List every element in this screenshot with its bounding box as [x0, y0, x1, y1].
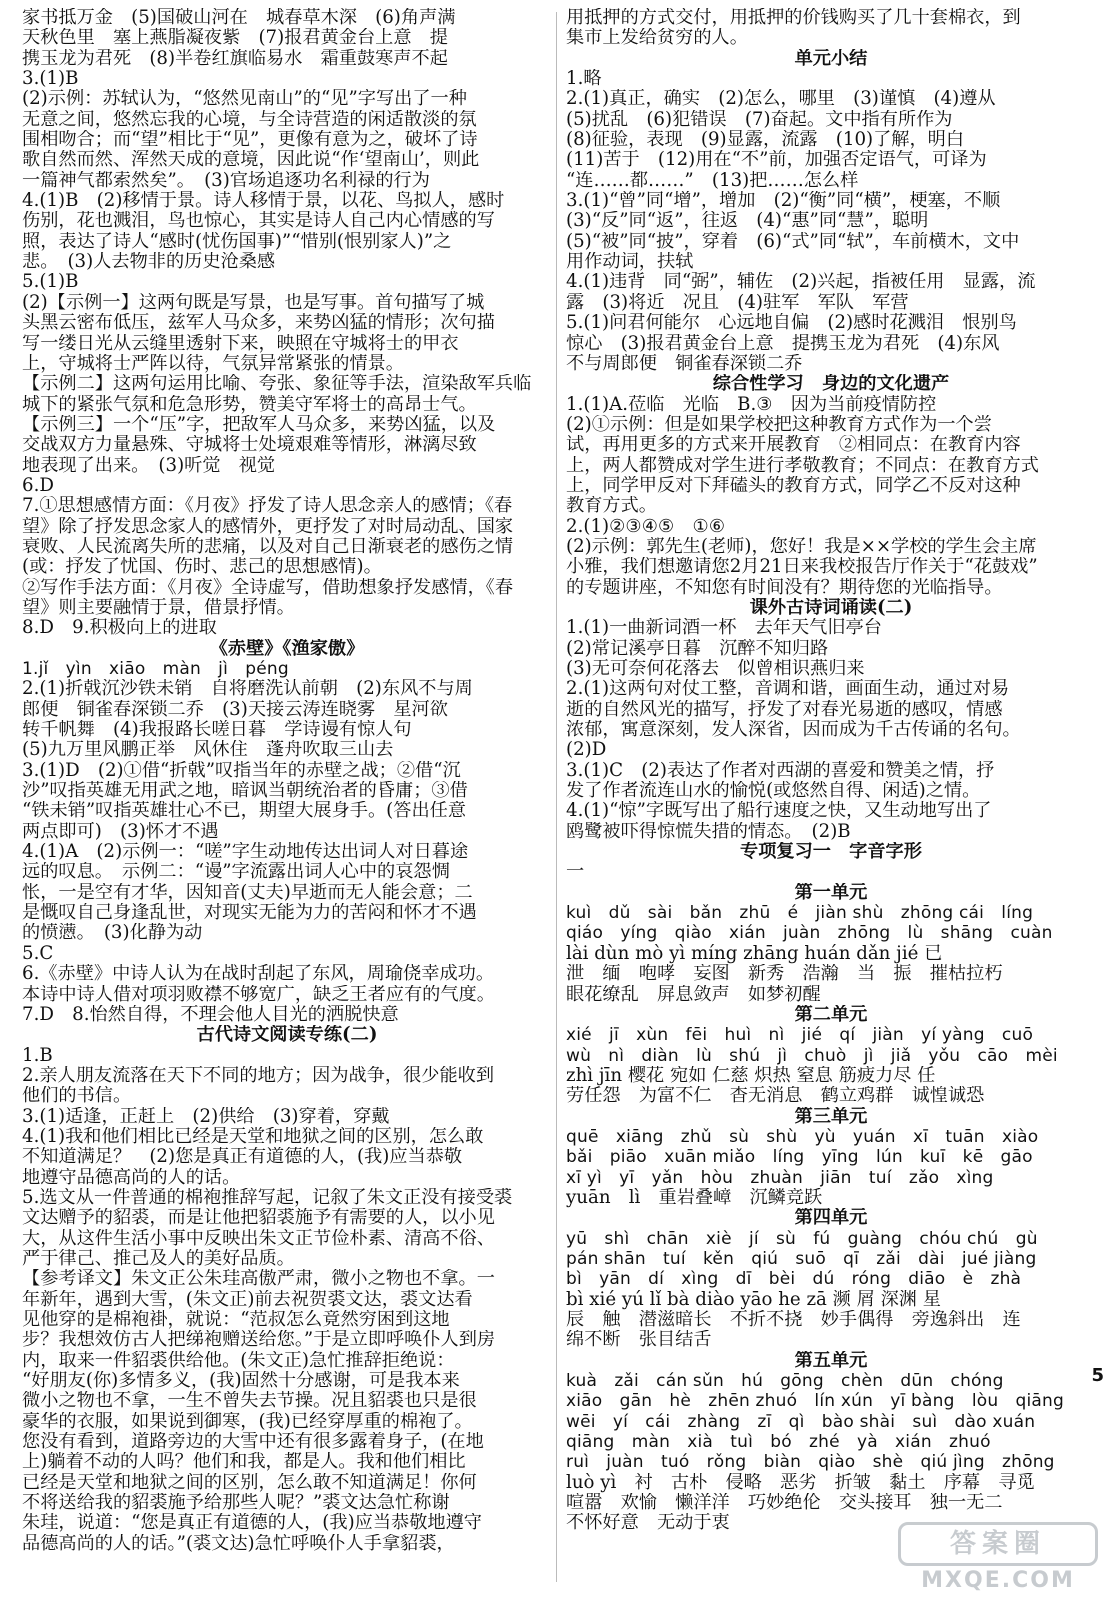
right-pinyin-line: bì yān dí xìng dī bèi dú róng diāo è zhà: [566, 1269, 1022, 1290]
right-text-line: 1.略: [566, 69, 602, 90]
right-text-line: 1.(1)A.莅临 光临 B.③ 因为当前疫情防控: [566, 394, 937, 415]
right-text-line: luò yì 衬 古朴 侵略 恶劣 折皱 黏土 序幕 寻觅: [566, 1472, 1035, 1493]
right-text-line: zhì jīn 樱花 宛如 仁慈 炽热 窒息 筋疲力尽 任: [566, 1065, 936, 1086]
right-text-line: (2)D: [566, 740, 607, 761]
left-pinyin-line: 1.jǐ yìn xiāo màn jì péng: [22, 659, 289, 679]
right-text-line: 用抵押的方式交付，用抵押的价钱购买了几十套棉衣，到: [566, 8, 1021, 28]
right-text-line: 2.(1)真正，确实 (2)怎么，哪里 (3)谨慎 (4)遵从: [566, 89, 996, 110]
right-text-line: 3.(1)“曾”同“增”，增加 (2)“衡”同“横”，梗塞，不顺: [566, 191, 1001, 212]
left-text-line: 您没有看到，道路旁边的大雪中还有很多露着身子，(在地: [22, 1432, 484, 1453]
left-text-line: 衰败、人民流离失所的悲痛，以及对自己日渐衰老的感伤之情: [22, 536, 514, 557]
right-text-line: 1.(1)一曲新词酒一杯 去年天气旧亭台: [566, 618, 882, 639]
left-text-line: 伤别，花也溅泪，鸟也惊心，其实是诗人自己内心情感的写: [22, 211, 495, 232]
right-pinyin-line: ruì juàn tuó rǒng biàn qiào shè qiú jìng zhōng: [566, 1452, 1055, 1473]
right-text-line: 用作动词，扶轼: [566, 252, 694, 273]
left-text-line: 本诗中诗人借对项羽败襟不够宽广，缺乏王者应有的气度。: [22, 984, 495, 1005]
left-text-line: 已经是天堂和地狱之间的区别，怎么敢不知道满足！你何: [22, 1472, 477, 1493]
right-text-line: 发了作者流连山水的愉悦(或悠然自得、闲适)之情。: [566, 781, 981, 802]
page-number: 5: [1091, 1365, 1104, 1386]
left-text-line: 内，取来一件貂裘供给他。(朱文正)急忙推辞拒绝说：: [22, 1350, 455, 1371]
right-text-line: (3)“反”同“返”，往返 (4)“惠”同“慧”，聪明: [566, 211, 929, 232]
right-section-heading: 综合性学习 身边的文化遗产: [712, 374, 950, 395]
left-text-line: 品德高尚的人的话。”(裘文达)急忙呼唤仆人手拿貂裘，: [22, 1533, 455, 1554]
right-text-line: 露 (3)将近 况且 (4)驻军 军队 军营: [566, 292, 909, 313]
left-text-line: 城下的紧张气氛和危急形势，赞美守军将士的高昂士气。: [22, 394, 477, 415]
left-text-line: 朱珪，说道：“您是真正有道德的人，(我)应当恭敬地遵守: [22, 1513, 482, 1534]
left-text-line: 步？我想效仿古人把绨袍赠送给您。”于是立即呼唤仆人到房: [22, 1330, 496, 1351]
left-text-line: 他们的书信。: [22, 1086, 132, 1107]
left-text-line: 3.(1)B: [22, 69, 79, 90]
right-text-line: 5.(1)问君何能尔 心远地自偏 (2)感时花溅泪 恨别鸟: [566, 313, 1017, 334]
right-text-line: 喧嚣 欢愉 懒洋洋 巧妙绝伦 交头接耳 独一无二: [566, 1493, 1003, 1514]
watermark: [898, 1522, 1098, 1594]
left-text-line: 1.B: [22, 1045, 53, 1066]
left-text-line: 郎便 铜雀春深锁二乔 (3)天接云涛连晓雾 星河欲: [22, 699, 448, 720]
right-section-heading: 第二单元: [794, 1004, 868, 1025]
right-text-line: 眼花缭乱 屏息敛声 如梦初醒: [566, 984, 821, 1005]
right-text-line: 逝的自然风光的描写，抒发了对春光易逝的感叹，情感: [566, 699, 1003, 720]
right-text-line: bì xié yú lǐ bà diào yāo he zā 濒 屑 深渊 星: [566, 1289, 941, 1310]
right-pinyin-line: qiāng màn xià tuì bó zhé yà xián zhuó: [566, 1432, 991, 1453]
right-text-line: (2)①示例：但是如果学校把这种教育方式作为一个尝: [566, 414, 992, 435]
right-text-line: 劳任怨 为富不仁 杳无消息 鹤立鸡群 诚惶诚恐: [566, 1086, 985, 1107]
left-text-line: 2.亲人朋友流落在天下不同的地方；因为战争，很少能收到: [22, 1065, 495, 1086]
left-text-line: 一篇神气都索然矣”。 (3)官场追逐功名利禄的行为: [22, 170, 430, 191]
right-text-line: (5)“被”同“披”，穿着 (6)“式”同“轼”，车前横木，文中: [566, 231, 1020, 252]
left-text-line: 照，表达了诗人“感时(忧伤国事)”“惜别(恨别家人)”之: [22, 231, 452, 252]
right-text-line: 一: [566, 862, 585, 883]
right-text-line: 惊心 (3)报君黄金台上意 提携玉龙为君死 (4)东风: [566, 333, 1000, 354]
left-text-line: 5.选文从一件普通的棉袍推辞写起，记叙了朱文正没有接受裘: [22, 1187, 513, 1208]
left-text-line: 转千帆舞 (4)我报路长嗟日暮 学诗谩有惊人句: [22, 720, 412, 741]
right-text-line: (2)常记溪亭日暮 沉醉不知归路: [566, 638, 829, 659]
right-text-line: 泄 缅 咆哮 妄图 新秀 浩瀚 当 振 摧枯拉朽: [566, 964, 1003, 985]
right-section-heading: 第五单元: [794, 1350, 868, 1371]
right-text-line: 集市上发给贫穷的人。: [566, 28, 748, 49]
left-text-line: 【示例二】这两句运用比喻、夸张、象征等手法，渲染敌军兵临: [22, 374, 532, 395]
left-text-line: 年新年，遇到大雪，(朱文正)前去祝贺裘文达，裘文达看: [22, 1289, 473, 1310]
left-text-line: 【参考译文】朱文正公朱珪高傲严肃，微小之物也不拿。一: [22, 1269, 495, 1290]
right-text-line: 浓郁，寓意深刻，发人深省，因而成为千古传诵的名句。: [566, 720, 1021, 741]
right-text-line: 4.(1)违背 同“弼”，辅佐 (2)兴起，指被任用 显露，流: [566, 272, 1036, 293]
left-text-line: 上)躺着不动的人吗？他们和我，都是人。我和他们相比: [22, 1452, 466, 1473]
right-text-line: 2.(1)这两句对仗工整，音调和谐，画面生动，通过对易: [566, 679, 1010, 700]
right-text-line: 4.(1)“惊”字既写出了船行速度之快，又生动地写出了: [566, 801, 992, 822]
left-text-line: “好朋友(你)多情多义，(我)固然十分感谢，可是我本来: [22, 1371, 460, 1392]
left-text-line: 是慨叹自己身逢乱世，对现实无能为力的苦闷和怀才不遇: [22, 903, 477, 924]
left-text-line: 大，从这件生活小事中反映出朱文正节俭朴素、清高不俗、: [22, 1228, 495, 1249]
left-text-line: 写一缕日光从云缝里透射下来，映照在守城将士的甲衣: [22, 333, 459, 354]
left-text-line: 地遵守品德高尚的人的话。: [22, 1167, 241, 1188]
left-section-heading: 《赤壁》《渔家傲》: [209, 638, 365, 659]
left-text-line: 悲。 (3)人去物非的历史沧桑感: [22, 252, 276, 273]
right-section-heading: 单元小结: [794, 48, 868, 69]
left-section-heading: 古代诗文阅读专练(二): [196, 1025, 378, 1046]
left-text-line: 8.D 9.积极向上的进取: [22, 618, 217, 639]
right-text-line: 不与周郎便 铜雀春深锁二乔: [566, 353, 803, 374]
left-text-line: 见他穿的是棉袍褂，就说：“范叔怎么竟然穷困到这地: [22, 1310, 450, 1330]
left-text-line: “铁未销”叹指英雄壮心不已，期望大展身手。(答出任意: [22, 801, 467, 822]
left-text-line: 豪华的衣服，如果说到御寒，(我)已经穿厚重的棉袍了。: [22, 1411, 473, 1432]
right-text-line: yuān lì 重岩叠嶂 沉鳞竞跃: [566, 1187, 823, 1208]
left-text-line: 沙”叹指英雄无用武之地，暗讽当朝统治者的昏庸；③借: [22, 781, 468, 802]
right-text-line: 教育方式。: [566, 496, 657, 517]
left-text-line: 的愤懑。 (3)化静为动: [22, 923, 203, 944]
left-text-line: 3.(1)D (2)①借“折戟”叹指当年的赤壁之战；②借“沉: [22, 760, 461, 781]
right-text-line: (11)苦于 (12)用在“不”前，加强否定语气，可译为: [566, 150, 987, 171]
left-text-line: 不知道满足？ (2)您是真正有道德的人，(我)应当恭敬: [22, 1147, 463, 1168]
left-text-line: 携玉龙为君死 (8)半卷红旗临易水 霜重鼓寒声不起: [22, 48, 448, 69]
right-text-line: “连……都……” (13)把……怎么样: [566, 170, 859, 191]
right-text-line: lài dùn mò yì míng zhāng huán dǎn jié 已: [566, 943, 943, 964]
right-text-line: 不怀好意 无动于衷: [566, 1513, 730, 1534]
left-text-line: 头黑云密布低压，兹军人马众多，来势凶猛的情形；次句描: [22, 313, 495, 334]
left-column: [22, 8, 552, 1554]
left-text-line: 微小之物也不拿，一生不曾失去节操。况且貂裘也只是很: [22, 1391, 477, 1412]
right-text-line: 辰 触 潜滋暗长 不折不挠 妙手偶得 旁逸斜出 连: [566, 1310, 1021, 1330]
left-text-line: 两点即可) (3)怀才不遇: [22, 821, 219, 842]
left-text-line: 6.D: [22, 475, 54, 496]
left-text-line: (或：抒发了忧国、伤时、悲己的思想感情)。: [22, 557, 382, 578]
left-text-line: 2.(1)折戟沉沙铁未销 自将磨洗认前朝 (2)东风不与周: [22, 679, 473, 700]
right-section-heading: 课外古诗词诵读(二): [749, 597, 913, 618]
left-text-line: 4.(1)B (2)移情于景。诗人移情于景，以花、鸟拟人，感时: [22, 191, 505, 212]
left-text-line: 怅，一是空有才华，因知音(丈夫)早逝而无人能会意；二: [22, 882, 473, 903]
right-pinyin-line: xié jī xùn fēi huì nì jié qí jiàn yí yàng cuō: [566, 1025, 1034, 1046]
left-text-line: 天秋色里 塞上燕脂凝夜紫 (7)报君黄金台上意 提: [22, 28, 448, 49]
left-text-line: 5.(1)B: [22, 272, 79, 293]
left-text-line: (5)九万里风鹏正举 风休住 蓬舟吹取三山去: [22, 740, 394, 761]
left-text-line: ②写作手法方面：《月夜》全诗虚写，借助想象抒发感情，《春: [22, 577, 514, 598]
right-section-heading: 第一单元: [794, 882, 868, 903]
left-text-line: 上，守城将士严阵以待，气氛异常紧张的情景。: [22, 353, 404, 374]
left-text-line: 4.(1)我和他们相比已经是天堂和地狱之间的区别，怎么敢: [22, 1126, 484, 1147]
right-text-line: 上，两人都赞成对学生进行孝敬教育；不同点：在教育方式: [566, 455, 1039, 476]
left-text-line: 7.D 8.怡然自得，不理会他人目光的洒脱快意: [22, 1004, 399, 1025]
right-pinyin-line: pán shān tuí kěn qiú suō qī zǎi dài jué jiàng: [566, 1248, 1037, 1269]
left-text-line: 远的叹息。 示例二：“谩”字流露出词人心中的哀怨惆: [22, 862, 450, 883]
right-text-line: 绵不断 张目结舌: [566, 1330, 712, 1351]
left-text-line: 4.(1)A (2)示例一：“嗟”字生动地传达出词人对日暮途: [22, 842, 469, 863]
left-text-line: 地表现了出来。 (3)听觉 视觉: [22, 455, 276, 476]
right-pinyin-line: quē xiāng zhǔ sù shù yù yuán xī tuān xiào: [566, 1126, 1039, 1147]
left-text-line: 【示例三】一个“压”字，把敌军人马众多，来势凶猛，以及: [22, 414, 496, 435]
right-text-line: 上，同学甲反对下拜磕头的教育方式，同学乙不反对这种: [566, 475, 1021, 496]
right-text-line: 试，再用更多的方式来开展教育 ②相同点：在教育内容: [566, 435, 1021, 456]
left-text-line: 歌自然而然、浑然天成的意境，因此说“作‘望南山’，则此: [22, 150, 480, 171]
right-pinyin-line: kuà zǎi cán sǔn hú gōng chèn dūn chóng: [566, 1371, 1004, 1392]
left-text-line: 围相吻合；而“望”相比于“见”，更像有意为之，破坏了诗: [22, 130, 478, 151]
right-text-line: (5)扰乱 (6)犯错误 (7)奋起。文中指有所作为: [566, 109, 953, 130]
left-text-line: 3.(1)适逢，正赶上 (2)供给 (3)穿着，穿戴: [22, 1106, 390, 1127]
column-divider: [556, 12, 557, 1582]
right-pinyin-line: bǎi piāo xuān miǎo líng yīng lún kuī kē gāo: [566, 1147, 1033, 1168]
right-text-line: (3)无可奈何花落去 似曾相识燕归来: [566, 659, 865, 679]
left-text-line: 无意之间，悠然忘我的心境，与全诗营造的闲适散淡的氛: [22, 109, 477, 130]
right-pinyin-line: wù nì diàn lù shú jì chuò jì jiǎ yǒu cāo mèi: [566, 1045, 1058, 1066]
right-pinyin-line: kuì dǔ sài bǎn zhū é jiàn shù zhōng cái líng: [566, 903, 1034, 924]
left-text-line: 7.①思想感情方面：《月夜》抒发了诗人思念亲人的感情；《春: [22, 496, 513, 517]
left-text-line: (2)示例：苏轼认为，“悠然见南山”的“见”字写出了一种: [22, 89, 467, 110]
left-text-line: (2)【示例一】这两句既是写景，也是写事。首句描写了城: [22, 292, 485, 313]
right-section-heading: 第三单元: [794, 1106, 868, 1127]
right-text-line: 的专题讲座，不知您有时间没有？期待您的光临指导。: [566, 577, 1003, 598]
left-text-line: 6.《赤壁》中诗人认为在战时刮起了东风，周瑜侥幸成功。: [22, 964, 495, 985]
left-text-line: 5.C: [22, 943, 54, 964]
left-text-line: 家书抵万金 (5)国破山河在 城春草木深 (6)角声满: [22, 8, 456, 28]
watermark-logo: 答案圈: [898, 1522, 1098, 1566]
left-text-line: 文达赠予的貂裘，而是让他把貂裘施予有需要的人，以小见: [22, 1208, 495, 1229]
right-pinyin-line: xiāo gān hè zhēn zhuó lín xún yī bàng lòu qiāng: [566, 1391, 1065, 1412]
right-text-line: (8)征验，表现 (9)显露，流露 (10)了解，明白: [566, 130, 965, 151]
right-text-line: 小雅，我们想邀请您2月21日来我校报告厅作关于“花鼓戏”: [566, 557, 1038, 578]
right-text-line: 3.(1)C (2)表达了作者对西湖的喜爱和赞美之情，抒: [566, 760, 995, 781]
watermark-url: MXQE.COM: [921, 1568, 1075, 1593]
right-section-heading: 第四单元: [794, 1208, 868, 1229]
left-text-line: 严于律己、推己及人的美好品质。: [22, 1248, 295, 1269]
right-pinyin-line: qiáo yíng qiào xián juàn zhōng lù shāng cuàn: [566, 923, 1053, 944]
right-pinyin-line: xī yì yī yǎn hòu zhuàn jiān tuí zǎo xìng: [566, 1167, 994, 1188]
right-text-line: 2.(1)②③④⑤ ①⑥: [566, 516, 726, 537]
right-column: [566, 8, 1096, 1534]
left-text-line: 望》除了抒发思念家人的感情外，更抒发了对时局动乱、国家: [22, 516, 514, 537]
left-text-line: 交战双方力量悬殊、守城将士处境艰难等情形，淋漓尽致: [22, 435, 477, 456]
right-section-heading: 专项复习一 字音字形: [740, 842, 922, 863]
left-text-line: 望》则主要融情于景，借景抒情。: [22, 597, 295, 618]
right-pinyin-line: wēi yí cái zhàng zī qì bào shài suì dào xuán: [566, 1411, 1036, 1432]
right-text-line: (2)示例：郭先生(老师)，您好！我是××学校的学生会主席: [566, 536, 1037, 557]
right-text-line: 鸥鹭被吓得惊慌失措的情态。 (2)B: [566, 821, 851, 842]
right-pinyin-line: yū shì chān xiè jí sù fú guàng chóu chú gù: [566, 1228, 1038, 1249]
left-text-line: 不将送给我的貂裘施予给那些人呢？”裘文达急忙称谢: [22, 1493, 450, 1514]
